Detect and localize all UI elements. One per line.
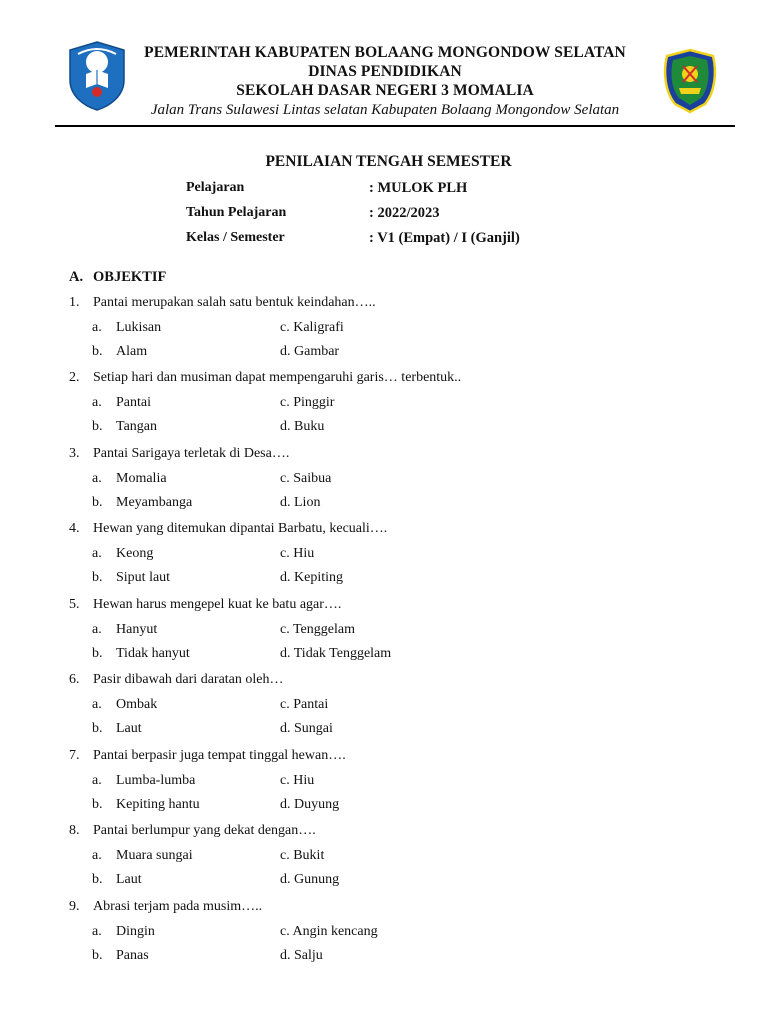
question-text: Pasir dibawah dari daratan oleh… — [93, 672, 284, 687]
option-8-a — [92, 848, 193, 864]
question-number: 3. — [69, 446, 80, 461]
department-name: DINAS PENDIDIKAN — [308, 63, 462, 80]
option-letter: d. — [280, 948, 291, 963]
option-letter: c. — [280, 848, 290, 863]
option-text: Lion — [294, 495, 321, 510]
question-1 — [69, 295, 376, 311]
option-8-b — [92, 872, 142, 888]
meta-value: : V1 (Empat) / I (Ganjil) — [369, 230, 520, 246]
option-letter: a. — [92, 773, 102, 788]
option-letter: a. — [92, 320, 102, 335]
option-7-b — [92, 797, 200, 813]
option-letter: a. — [92, 395, 102, 410]
option-letter: c. — [280, 546, 290, 561]
option-4-d — [280, 570, 343, 586]
school-address: Jalan Trans Sulawesi Lintas selatan Kabupaten Bolaang Mongondow Selatan — [150, 102, 620, 118]
option-letter: b. — [92, 495, 103, 510]
option-text: Gunung — [294, 872, 340, 887]
option-letter: a. — [92, 546, 102, 561]
option-text: Duyung — [294, 797, 340, 812]
school-name: SEKOLAH DASAR NEGERI 3 MOMALIA — [236, 82, 534, 99]
option-1-a — [92, 320, 161, 336]
exam-title: PENILAIAN TENGAH SEMESTER — [265, 153, 512, 170]
question-number: 4. — [69, 521, 80, 536]
question-text: Pantai berpasir juga tempat tinggal hewan…. — [93, 748, 346, 763]
question-text: Setiap hari dan musiman dapat mempengaruhi garis… terbentuk.. — [93, 370, 462, 385]
option-letter: d. — [280, 797, 291, 812]
tut-wuri-handayani-logo — [66, 40, 128, 112]
option-4-b — [92, 570, 170, 586]
option-5-c — [280, 622, 355, 638]
option-letter: a. — [92, 848, 102, 863]
section-title: OBJEKTIF — [93, 269, 167, 285]
option-letter: c. — [280, 320, 290, 335]
option-text: Bukit — [293, 848, 325, 863]
option-text: Tidak Tenggelam — [293, 646, 392, 661]
option-2-d — [280, 419, 324, 435]
option-letter: b. — [92, 419, 103, 434]
option-letter: b. — [92, 646, 103, 661]
option-text: Muara sungai — [116, 848, 193, 863]
option-text: Gambar — [294, 344, 340, 359]
option-text: Tangan — [116, 419, 158, 434]
option-7-d — [280, 797, 339, 813]
option-text: Kepiting hantu — [116, 797, 200, 812]
question-number: 5. — [69, 597, 80, 612]
option-6-c — [280, 697, 328, 713]
option-letter: a. — [92, 924, 102, 939]
option-1-d — [280, 344, 339, 360]
option-text: Ombak — [116, 697, 158, 712]
option-text: Pinggir — [293, 395, 335, 410]
question-number: 7. — [69, 748, 80, 763]
option-letter: b. — [92, 721, 103, 736]
option-letter: d. — [280, 872, 291, 887]
question-text: Pantai Sarigaya terletak di Desa…. — [93, 446, 290, 461]
meta-label: Tahun Pelajaran — [186, 205, 287, 220]
option-text: Lukisan — [116, 320, 162, 335]
meta-value: : MULOK PLH — [369, 180, 468, 196]
option-8-d — [280, 872, 339, 888]
option-text: Momalia — [116, 471, 167, 486]
meta-value: : 2022/2023 — [369, 205, 440, 221]
question-9 — [69, 899, 262, 915]
option-text: Kaligrafi — [293, 320, 344, 335]
option-letter: b. — [92, 872, 103, 887]
option-letter: a. — [92, 622, 102, 637]
question-text: Hewan yang ditemukan dipantai Barbatu, kecuali…. — [93, 521, 388, 536]
option-text: Keong — [116, 546, 154, 561]
option-text: Lumba-lumba — [116, 773, 196, 788]
section-heading — [69, 269, 166, 286]
option-7-c — [280, 773, 314, 789]
option-text: Hiu — [293, 546, 315, 561]
option-4-a — [92, 546, 153, 562]
option-text: Dingin — [116, 924, 155, 939]
option-text: Sungai — [294, 721, 333, 736]
question-number: 2. — [69, 370, 80, 385]
option-3-d — [280, 495, 320, 511]
question-number: 8. — [69, 823, 80, 838]
option-text: Saibua — [293, 471, 332, 486]
question-7 — [69, 748, 346, 764]
question-3 — [69, 446, 289, 462]
option-text: Buku — [294, 419, 325, 434]
option-1-b — [92, 344, 147, 360]
option-letter: b. — [92, 344, 103, 359]
option-9-b — [92, 948, 149, 964]
meta-label: Pelajaran — [186, 180, 245, 195]
option-5-b — [92, 646, 190, 662]
option-letter: b. — [92, 570, 103, 585]
option-6-a — [92, 697, 157, 713]
question-4 — [69, 521, 387, 537]
question-2 — [69, 370, 461, 386]
option-letter: d. — [280, 721, 291, 736]
option-5-d — [280, 646, 391, 662]
option-letter: d. — [280, 646, 291, 661]
letterhead-text — [130, 43, 640, 120]
option-letter: c. — [280, 395, 290, 410]
option-6-d — [280, 721, 333, 737]
letterhead — [0, 0, 768, 128]
question-8 — [69, 823, 316, 839]
option-letter: b. — [92, 948, 103, 963]
option-text: Tenggelam — [292, 622, 355, 637]
option-2-a — [92, 395, 151, 411]
option-text: Laut — [116, 721, 142, 736]
option-2-c — [280, 395, 334, 411]
option-text: Siput laut — [116, 570, 171, 585]
section-letter: A. — [69, 269, 84, 285]
option-text: Alam — [116, 344, 148, 359]
option-2-b — [92, 419, 157, 435]
option-letter: d. — [280, 570, 291, 585]
question-text: Abrasi terjam pada musim….. — [93, 899, 263, 914]
option-letter: c. — [280, 697, 290, 712]
question-6 — [69, 672, 284, 688]
regency-coat-of-arms — [661, 48, 719, 114]
option-letter: c. — [280, 773, 290, 788]
letterhead-divider — [55, 125, 735, 127]
government-name: PEMERINTAH KABUPATEN BOLAANG MONGONDOW SELATAN — [144, 44, 626, 61]
option-letter: d. — [280, 344, 291, 359]
option-text: Laut — [116, 872, 142, 887]
question-number: 6. — [69, 672, 80, 687]
option-letter: c. — [280, 471, 290, 486]
question-5 — [69, 597, 341, 613]
meta-label: Kelas / Semester — [186, 230, 285, 245]
option-text: Meyambanga — [116, 495, 193, 510]
option-text: Salju — [294, 948, 323, 963]
option-4-c — [280, 546, 314, 562]
option-letter: c. — [280, 924, 290, 939]
option-text: Pantai — [116, 395, 151, 410]
option-text: Angin kencang — [292, 924, 378, 939]
option-letter: a. — [92, 471, 102, 486]
question-text: Pantai berlumpur yang dekat dengan…. — [93, 823, 316, 838]
option-letter: d. — [280, 495, 291, 510]
option-9-c — [280, 924, 378, 940]
option-1-c — [280, 320, 344, 336]
option-letter: c. — [280, 622, 290, 637]
option-6-b — [92, 721, 142, 737]
option-letter: b. — [92, 797, 103, 812]
option-3-b — [92, 495, 192, 511]
option-3-c — [280, 471, 331, 487]
option-text: Pantai — [293, 697, 329, 712]
option-letter: d. — [280, 419, 291, 434]
option-text: Hiu — [293, 773, 315, 788]
question-number: 1. — [69, 295, 80, 310]
question-text: Hewan harus mengepel kuat ke batu agar…. — [93, 597, 342, 612]
option-3-a — [92, 471, 167, 487]
question-number: 9. — [69, 899, 80, 914]
option-letter: a. — [92, 697, 102, 712]
option-5-a — [92, 622, 157, 638]
option-text: Panas — [116, 948, 149, 963]
option-9-d — [280, 948, 323, 964]
option-text: Kepiting — [294, 570, 343, 585]
question-text: Pantai merupakan salah satu bentuk keindahan….. — [93, 295, 376, 310]
option-9-a — [92, 924, 155, 940]
option-text: Hanyut — [116, 622, 158, 637]
option-text: Tidak hanyut — [116, 646, 190, 661]
option-8-c — [280, 848, 324, 864]
option-7-a — [92, 773, 195, 789]
